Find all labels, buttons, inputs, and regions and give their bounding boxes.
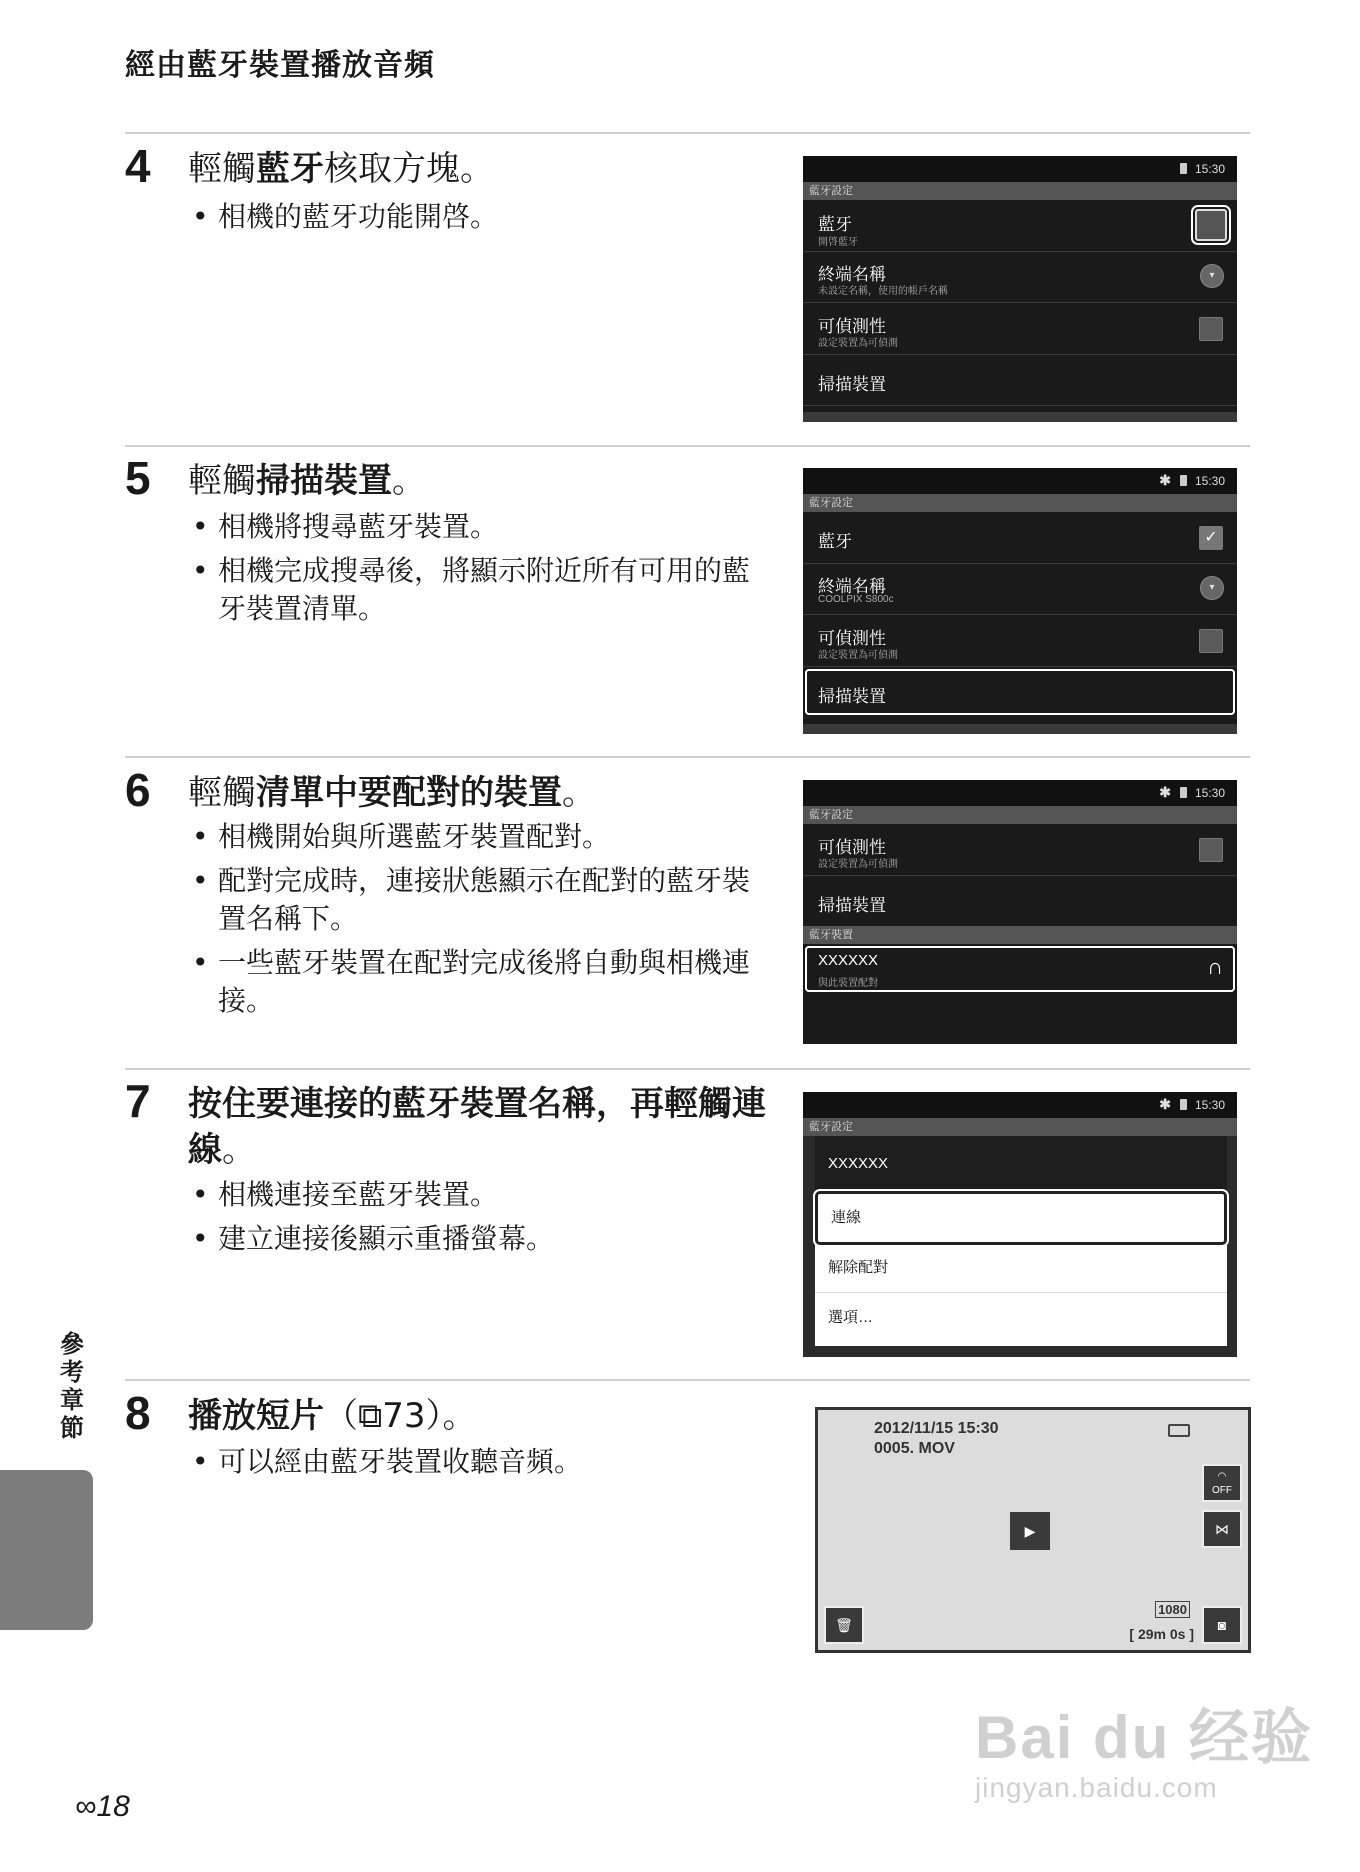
bluetooth-icon: ✱ bbox=[1159, 472, 1171, 488]
bullet-item: • 相機連接至藍牙裝置。 bbox=[188, 1176, 768, 1214]
clock: 15:30 bbox=[1194, 162, 1225, 176]
battery-icon bbox=[1168, 1424, 1190, 1437]
discoverable-checkbox[interactable] bbox=[1199, 629, 1223, 653]
side-tab-label: 參考章節 bbox=[60, 1330, 84, 1442]
bullet-item: • 相機完成搜尋後，將顯示附近所有可用的藍牙裝置清單。 bbox=[188, 552, 768, 628]
step-bullets bbox=[188, 198, 768, 242]
bluetooth-icon: ✱ bbox=[1159, 784, 1171, 800]
bullet-item: • 建立連接後顯示重播螢幕。 bbox=[188, 1220, 768, 1258]
dropdown-icon[interactable]: ▾ bbox=[1200, 264, 1224, 288]
battery-icon bbox=[1180, 475, 1187, 486]
remaining-time: [ 29m 0s ] bbox=[1129, 1626, 1194, 1642]
step-number: 6 bbox=[125, 764, 151, 816]
divider bbox=[125, 756, 1250, 758]
share-button[interactable]: ⋈ bbox=[1202, 1510, 1242, 1548]
dialog-title: XXXXXX bbox=[815, 1136, 1227, 1192]
dropdown-icon[interactable]: ▾ bbox=[1200, 576, 1224, 600]
step-number: 8 bbox=[125, 1387, 151, 1439]
bluetooth-toggle-row[interactable]: 藍牙 開啓藍牙 bbox=[803, 200, 1237, 252]
discoverable-checkbox[interactable] bbox=[1199, 838, 1223, 862]
paired-device-row[interactable]: XXXXXX 與此裝置配對 ∩ bbox=[803, 944, 1237, 994]
connect-menu-item[interactable]: 連線 bbox=[815, 1191, 1227, 1245]
device-name-row[interactable]: 終端名稱 未設定名稱，使用的帳戶名稱 ▾ bbox=[803, 252, 1237, 303]
scan-devices-row[interactable]: 掃描裝置 bbox=[803, 667, 1237, 717]
battery-icon bbox=[1180, 787, 1187, 798]
settings-header: 藍牙設定 bbox=[803, 182, 1237, 200]
watermark-brand: Bai du 经验 bbox=[975, 1704, 1314, 1771]
step-bullets bbox=[188, 818, 768, 1026]
battery-icon bbox=[1180, 163, 1187, 174]
discoverable-row[interactable]: 可偵測性 設定裝置為可偵測 bbox=[803, 824, 1237, 876]
device-name-row[interactable]: 終端名稱 COOLPIX S800c ▾ bbox=[803, 564, 1237, 615]
watermark-url: jingyan.baidu.com bbox=[975, 1772, 1218, 1803]
context-dialog bbox=[815, 1136, 1227, 1346]
bullet-item: • 相機開始與所選藍牙裝置配對。 bbox=[188, 818, 768, 856]
recording-datetime: 2012/11/15 15:30 bbox=[874, 1420, 999, 1437]
step-bullets bbox=[188, 508, 768, 634]
step-title: 輕觸藍牙核取方塊。 bbox=[188, 149, 494, 189]
divider bbox=[125, 445, 1250, 447]
video-format-icon: 1080 bbox=[1155, 1601, 1190, 1618]
step-title: 播放短片（⧉73）。 bbox=[188, 1396, 477, 1436]
bullet-item: • 相機將搜尋藍牙裝置。 bbox=[188, 508, 768, 546]
bullet-item: • 配對完成時，連接狀態顯示在配對的藍牙裝置名稱下。 bbox=[188, 862, 768, 938]
headphones-icon: ∩ bbox=[1207, 954, 1223, 979]
bluetooth-icon: ✱ bbox=[1159, 1096, 1171, 1112]
step-number: 5 bbox=[125, 452, 151, 504]
discoverable-row[interactable]: 可偵測性 設定裝置為可偵測 bbox=[803, 303, 1237, 355]
step-number: 7 bbox=[125, 1075, 151, 1127]
trash-icon[interactable]: 🗑 bbox=[824, 1606, 864, 1644]
bluetooth-settings-screen: ✱ 15:30 藍牙設定 藍牙 ✓ 終端名稱 COOLPIX S800c ▾ 可偵測性 設定裝置為可偵測 掃描裝置 bbox=[803, 468, 1237, 734]
page-title: 經由藍牙裝置播放音頻 bbox=[125, 48, 435, 83]
play-button[interactable]: ▶ bbox=[1010, 1512, 1050, 1550]
step-title: 輕觸掃描裝置。 bbox=[188, 461, 426, 501]
bluetooth-settings-screen bbox=[803, 156, 1237, 422]
divider bbox=[125, 1068, 1250, 1070]
page-number: ∞18 bbox=[75, 1790, 130, 1823]
unpair-menu-item[interactable]: 解除配對 bbox=[815, 1244, 1227, 1293]
bluetooth-checkbox[interactable]: ✓ bbox=[1199, 526, 1223, 550]
scan-devices-row[interactable]: 掃描裝置 bbox=[803, 355, 1237, 406]
divider bbox=[125, 1379, 1250, 1381]
step-number: 4 bbox=[125, 140, 151, 192]
scan-devices-row[interactable]: 掃描裝置 bbox=[803, 876, 1237, 927]
watermark bbox=[975, 1690, 1313, 1804]
discoverable-row[interactable]: 可偵測性 設定裝置為可偵測 bbox=[803, 615, 1237, 667]
bluetooth-devices-screen: ✱ 15:30 藍牙設定 可偵測性 設定裝置為可偵測 掃描裝置 藍牙裝置 XXXXXX 與此裝置配對 ∩ bbox=[803, 780, 1237, 1044]
devices-header: 藍牙裝置 bbox=[803, 926, 1237, 944]
step-bullets bbox=[188, 1176, 768, 1264]
step-bullets bbox=[188, 1443, 768, 1487]
divider bbox=[125, 132, 1250, 134]
step-title: 輕觸清單中要配對的裝置。 bbox=[188, 773, 596, 813]
step-title: 按住要連接的藍牙裝置名稱，再輕觸連線。 bbox=[188, 1084, 766, 1170]
wifi-off-button[interactable]: ◠ OFF bbox=[1202, 1464, 1242, 1502]
bullet-item: • 相機的藍牙功能開啓。 bbox=[188, 198, 768, 236]
battery-icon bbox=[1180, 1099, 1187, 1110]
bullet-item: • 一些藍牙裝置在配對完成後將自動與相機連接。 bbox=[188, 944, 768, 1020]
bullet-item: • 可以經由藍牙裝置收聽音頻。 bbox=[188, 1443, 768, 1481]
binoculars-icon: ∞ bbox=[75, 1790, 97, 1823]
device-options-screen: ✱ 15:30 藍牙設定 XXXXXX 連線 解除配對 選項… bbox=[803, 1092, 1237, 1357]
bluetooth-toggle-row[interactable]: 藍牙 ✓ bbox=[803, 512, 1237, 564]
side-tab bbox=[0, 1470, 93, 1630]
discoverable-checkbox[interactable] bbox=[1199, 317, 1223, 341]
file-name: 0005. MOV bbox=[874, 1440, 955, 1457]
bluetooth-checkbox[interactable] bbox=[1195, 209, 1227, 241]
camera-icon[interactable]: ◙ bbox=[1202, 1606, 1242, 1644]
playback-screen bbox=[815, 1407, 1251, 1653]
options-menu-item[interactable]: 選項… bbox=[828, 1309, 874, 1326]
